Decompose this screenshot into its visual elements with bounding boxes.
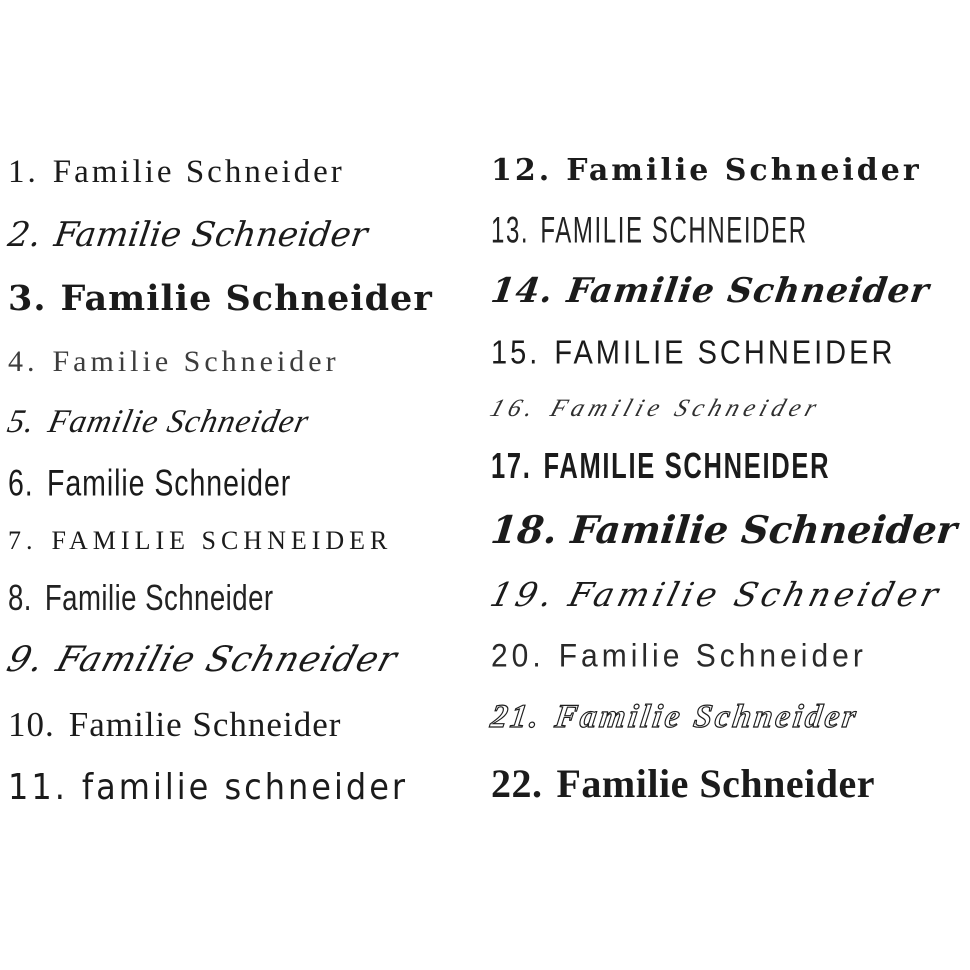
font-sample-7-text: FAMILIE SCHNEIDER [51, 526, 393, 556]
font-sample-3 [8, 278, 487, 320]
font-sample-9 [3, 642, 493, 679]
font-sample-3-text: Familie Schneider [60, 278, 433, 320]
font-sample-10-number: 10. [8, 704, 55, 744]
font-sample-10-text: Familie Schneider [68, 704, 342, 744]
font-sample-14-number: 14. [488, 271, 557, 312]
font-sample-15-text: FAMILIE SCHNEIDER [554, 334, 896, 372]
font-sample-11-number: 11. [8, 766, 68, 809]
font-sample-6-number: 6. [8, 462, 34, 504]
font-sample-4 [8, 346, 487, 378]
font-sample-16-text: Familie Schneider [547, 395, 825, 423]
font-sample-2-number: 2. [5, 214, 44, 255]
font-sample-22-text: Familie Schneider [556, 760, 875, 806]
font-sample-15 [491, 335, 970, 370]
font-sample-21 [489, 700, 970, 735]
font-sample-3-number: 3. [8, 278, 47, 320]
font-column-right [487, 155, 970, 805]
font-sample-17-number: 17. [491, 446, 532, 486]
font-sample-9-text: Familie Schneider [51, 640, 403, 681]
font-sample-7-number: 7. [8, 526, 38, 556]
font-sample-17 [491, 447, 898, 485]
font-sample-13 [491, 211, 874, 250]
font-sample-13-number: 13. [491, 209, 530, 251]
font-sample-22 [491, 760, 970, 806]
font-sample-18-number: 18. [488, 507, 560, 553]
font-sample-12-number: 12. [491, 153, 553, 188]
font-sample-6 [8, 464, 463, 503]
font-sample-8-number: 8. [8, 578, 32, 618]
font-sample-22-number: 22. [491, 760, 543, 806]
font-sample-17-text: FAMILIE SCHNEIDER [543, 446, 831, 486]
font-sample-5-number: 5. [4, 404, 39, 441]
font-sample-1-number: 1. [8, 154, 39, 190]
font-sample-5-text: Familie Schneider [44, 404, 313, 441]
font-sample-10 [8, 704, 487, 744]
font-sample-2-text: Familie Schneider [51, 214, 370, 255]
font-sample-4-text: Familie Schneider [52, 344, 340, 378]
font-sample-14-text: Familie Schneider [564, 271, 933, 312]
font-sample-5 [4, 405, 490, 440]
font-sample-9-number: 9. [2, 640, 50, 681]
font-column-left [0, 154, 487, 809]
font-sample-8-text: Familie Schneider [44, 578, 274, 618]
font-sample-4-number: 4. [8, 344, 39, 378]
font-sample-14 [488, 271, 970, 312]
font-sample-12 [491, 155, 970, 187]
font-sample-6-text: Familie Schneider [46, 462, 292, 504]
font-sample-20 [491, 639, 970, 673]
font-sample-12-text: Familie Schneider [566, 153, 922, 188]
font-sample-2 [5, 214, 489, 255]
font-sample-21-text: Familie Schneider [552, 699, 861, 736]
font-samples-content [0, 153, 970, 809]
font-sample-19-number: 19. [486, 574, 561, 614]
font-sample-1 [8, 155, 487, 190]
font-sample-16-number: 16. [486, 395, 542, 423]
font-sample-19-text: Familie Schneider [564, 574, 946, 614]
font-sample-18-text: Familie Schneider [568, 507, 960, 553]
font-sample-11-text: familie schneider [81, 766, 409, 809]
font-sample-21-number: 21. [488, 699, 544, 736]
font-sample-20-number: 20. [491, 638, 545, 674]
font-sample-11 [8, 766, 487, 809]
font-sample-16 [487, 396, 970, 422]
font-sample-15-number: 15. [491, 334, 541, 372]
font-sample-7 [8, 527, 487, 554]
font-sample-18 [488, 507, 970, 553]
font-sample-1-text: Familie Schneider [52, 154, 345, 190]
font-sample-19 [486, 574, 970, 614]
font-sample-8 [8, 579, 449, 617]
font-sample-20-text: Familie Schneider [558, 638, 867, 674]
font-sample-13-text: FAMILIE SCHNEIDER [540, 209, 808, 251]
